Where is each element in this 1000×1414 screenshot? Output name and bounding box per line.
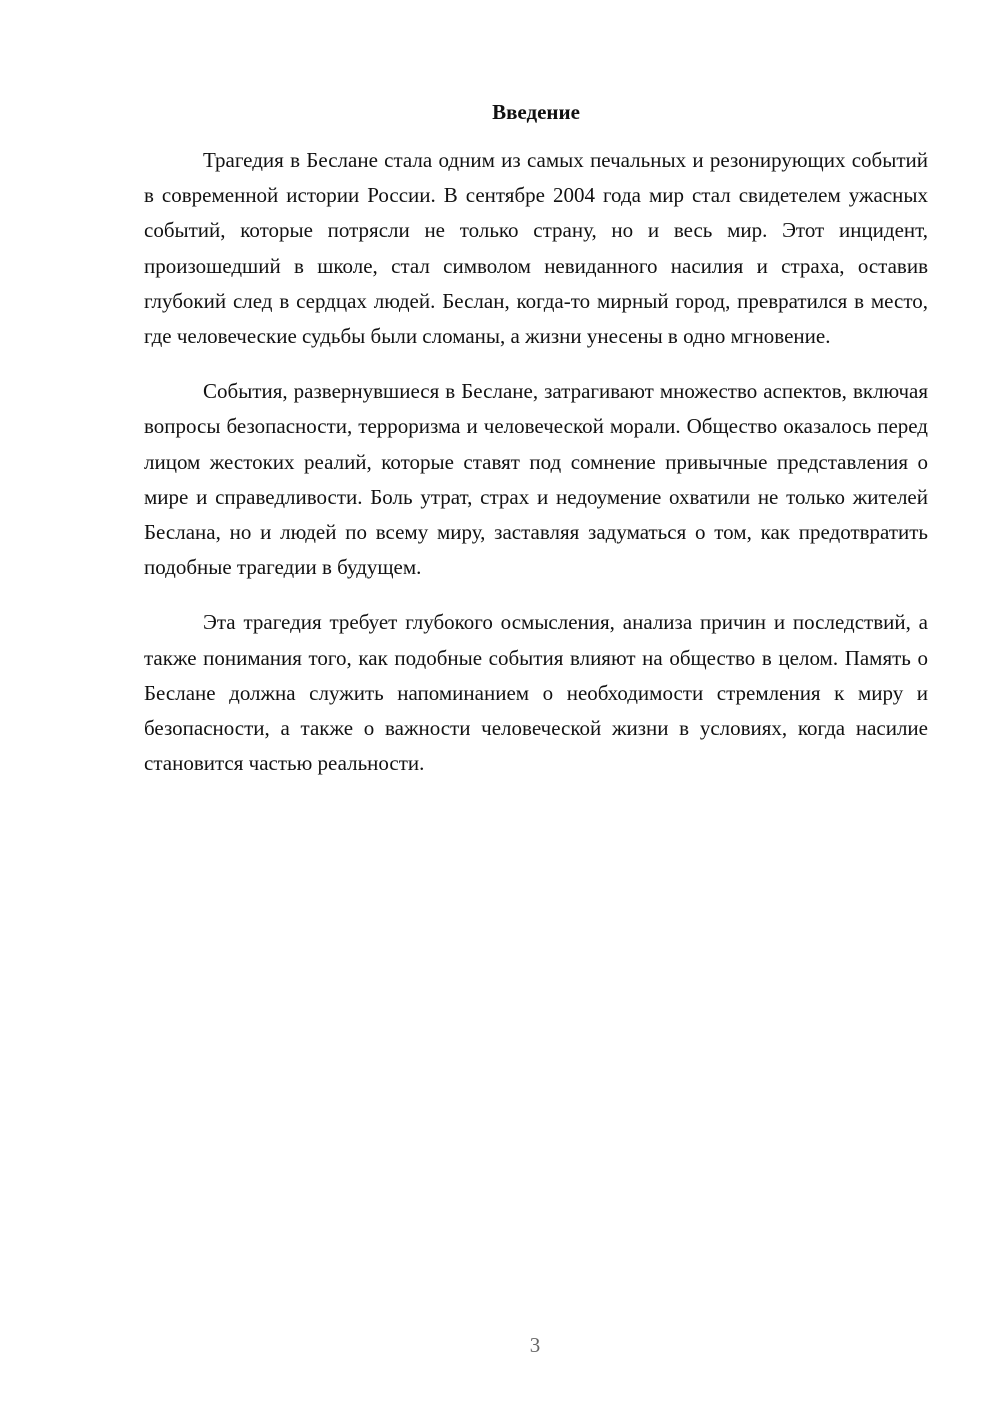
paragraph-2: События, развернувшиеся в Беслане, затрагивают множество аспектов, включая вопросы безопасности, терроризма и человеческой морали. Общество оказалось перед лицом жестоких реалий, которые ставят под сомнение привычные представления о мире и справедливости. Боль утрат, страх и недоумение охватили не только жителей Беслана, но и людей по всему миру, заставляя задуматься о том, как предотвратить подобные трагедии в будущем. [144,379,928,580]
paragraph-1: Трагедия в Беслане стала одним из самых печальных и резонирующих событий в современной истории России. В сентябре 2004 года мир стал свидетелем ужасных событий, которые потрясли не только страну, но и весь мир. Этот инцидент, произошедший в школе, стал символом невиданного насилия и страха, оставив глубокий след в сердцах людей. Беслан, когда-то мирный город, превратился в место, где человеческие судьбы были сломаны, а жизни унесены в одно мгновение. [144,148,928,349]
section-heading: Введение [492,100,580,124]
page-number: 3 [529,1333,541,1357]
paragraph-3: Эта трагедия требует глубокого осмысления, анализа причин и последствий, а также понимания того, как подобные события влияют на общество в целом. Память о Беслане должна служить напоминанием о необходимости стремления к миру и безопасности, а также о важности человеческой жизни в условиях, когда насилие становится частью реальности. [144,610,928,776]
page-content [144,96,928,781]
